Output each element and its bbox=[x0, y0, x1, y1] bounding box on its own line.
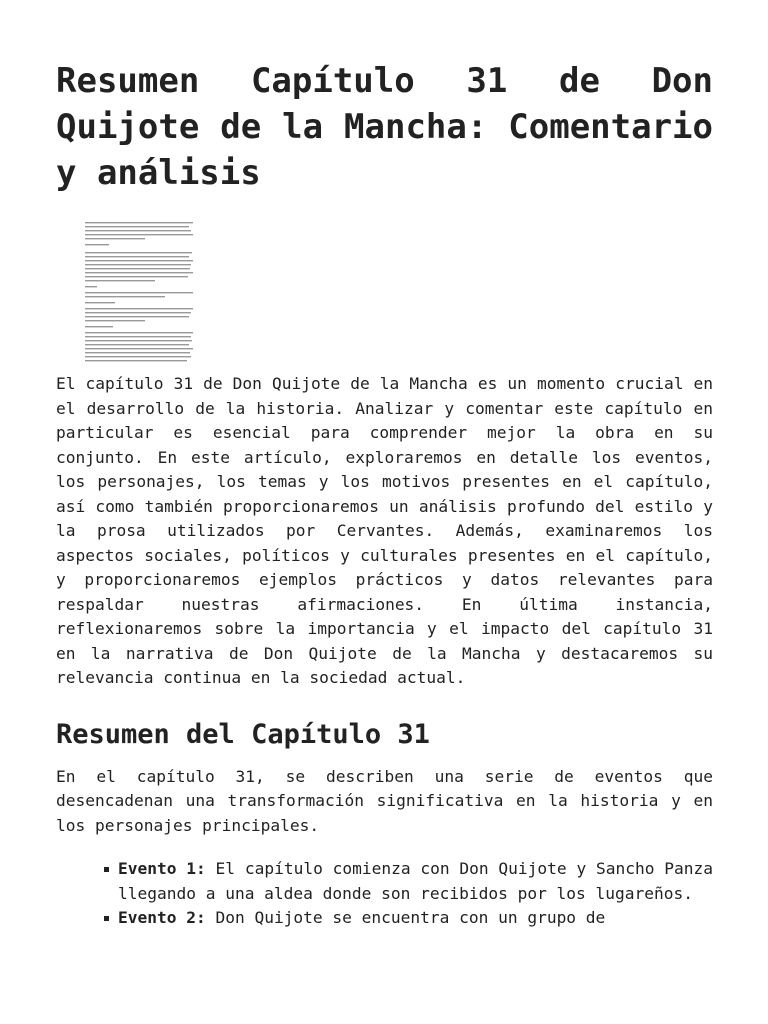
page-title: Resumen Capítulo 31 de Don Quijote de la Mancha: Comentario y análisis bbox=[56, 61, 713, 193]
document-page-thumbnail-icon bbox=[85, 220, 195, 362]
document-thumbnail[interactable] bbox=[85, 220, 195, 362]
events-list bbox=[56, 857, 713, 931]
event-text: El capítulo comienza con Don Quijote y Sancho Panza llegando a una aldea donde son recibidos por los lugareños. bbox=[118, 859, 713, 903]
event-text: Don Quijote se encuentra con un grupo de bbox=[205, 908, 606, 927]
list-item bbox=[118, 857, 713, 906]
section-intro-paragraph: En el capítulo 31, se describen una serie de eventos que desencadenan una transformación significativa en la historia y en los personajes principales. bbox=[56, 766, 713, 835]
section-heading: Resumen del Capítulo 31 bbox=[56, 718, 430, 750]
bullet-icon bbox=[104, 867, 109, 872]
article bbox=[56, 0, 713, 931]
intro-paragraph: El capítulo 31 de Don Quijote de la Mancha es un momento crucial en el desarrollo de la historia. Analizar y comentar este capítulo en particular es esencial para comprender mejor la obra en su conjunto. En este artículo, exploraremos en detalle los eventos, los personajes, los temas y los motivos presentes en el capítulo, así como también proporcionaremos un análisis profundo del estilo y la prosa utilizados por Cervantes. Además, examinaremos los aspectos sociales, políticos y culturales presentes en el capítulo, y proporcionaremos ejemplos prácticos y datos relevantes para respaldar nuestras afirmaciones. En última instancia, reflexionaremos sobre la importancia y el impacto del capítulo 31 en la narrativa de Don Quijote de la Mancha y destacaremos su relevancia continua en la sociedad actual. bbox=[56, 374, 713, 687]
event-label: Evento 2: bbox=[118, 908, 206, 927]
list-item bbox=[118, 906, 713, 931]
event-label: Evento 1: bbox=[118, 859, 206, 878]
bullet-icon bbox=[104, 916, 109, 921]
